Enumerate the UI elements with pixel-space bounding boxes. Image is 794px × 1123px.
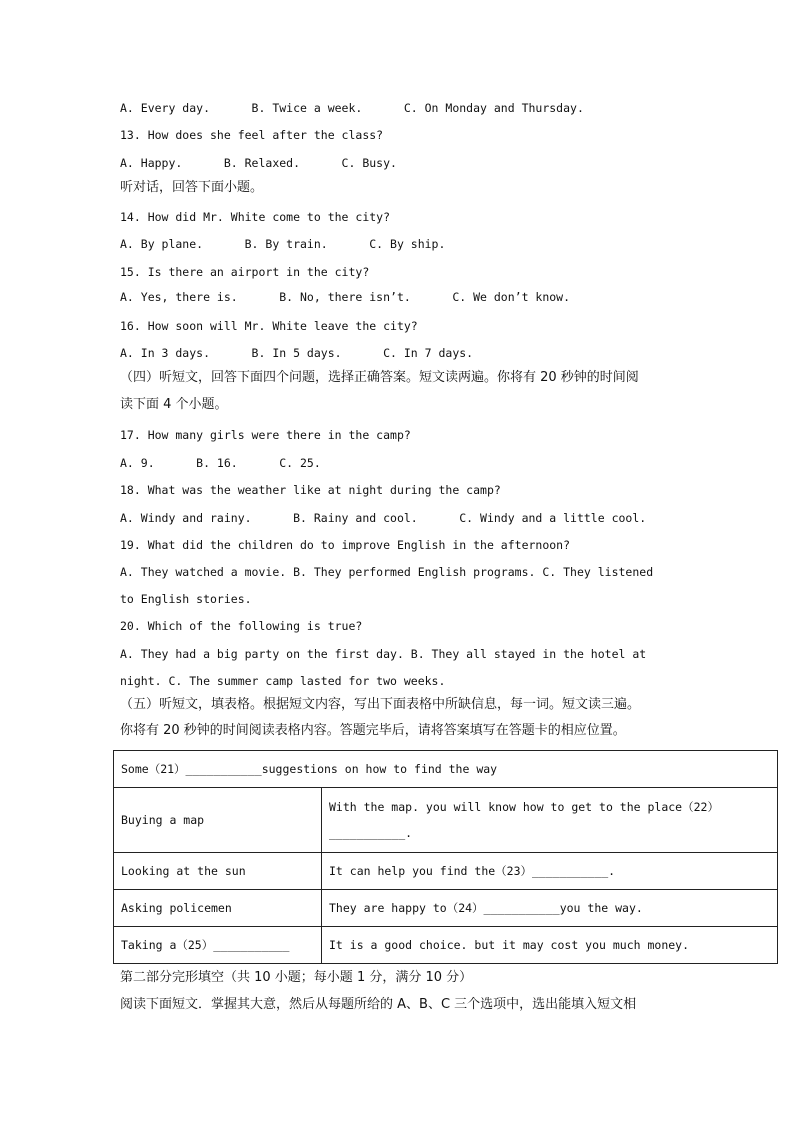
question-14-options: A. By plane. B. By train. C. By ship. (120, 237, 446, 251)
part-2-heading: 第二部分完形填空（共 10 小题；每小题 1 分，满分 10 分） (120, 970, 473, 985)
table-row (114, 927, 778, 964)
question-16-options: A. In 3 days. B. In 5 days. C. In 7 days. (120, 346, 474, 360)
table-cell-detail: It can help you find the（23）___________. (322, 853, 778, 890)
question-20-options: A. They had a big party on the first day. B. They all stayed in the hotel at (120, 647, 647, 661)
question-19-options: A. They watched a movie. B. They performed English programs. C. They listened (120, 565, 654, 579)
table-cell-detail-line: ___________. (329, 826, 413, 840)
question-19-options-cont: to English stories. (120, 592, 252, 606)
question-18: 18. What was the weather like at night during the camp? (120, 483, 501, 497)
question-13: 13. How does she feel after the class? (120, 128, 384, 142)
instruction-dialogue: 听对话，回答下面小题。 (120, 180, 264, 195)
table-cell-detail: They are happy to（24）___________you the way. (322, 890, 778, 927)
question-17-options: A. 9. B. 16. C. 25. (120, 456, 321, 470)
question-15-options: A. Yes, there is. B. No, there isn’t. C. We don’t know. (120, 290, 571, 304)
question-13-options: A. Happy. B. Relaxed. C. Busy. (120, 156, 397, 170)
table-row (114, 788, 778, 853)
part-2-instruction: 阅读下面短文．掌握其大意，然后从每题所给的 A、B、C 三个选项中，选出能填入短文相 (120, 997, 637, 1012)
table-row (114, 890, 778, 927)
table-cell-method: Asking policemen (114, 890, 322, 927)
table-cell-detail (322, 788, 778, 853)
table-row (114, 853, 778, 890)
table-cell-method: Buying a map (114, 788, 322, 853)
question-15: 15. Is there an airport in the city? (120, 265, 370, 279)
table-cell-method: Taking a（25）___________ (114, 927, 322, 964)
section-5-instruction-cont: 你将有 20 秒钟的时间阅读表格内容。答题完毕后，请将答案填写在答题卡的相应位置。 (120, 723, 626, 738)
table-cell-detail-line: With the map. you will know how to get to the place（22） (329, 800, 719, 814)
question-17: 17. How many girls were there in the camp? (120, 428, 411, 442)
question-19: 19. What did the children do to improve English in the afternoon? (120, 538, 571, 552)
fill-in-table (113, 750, 778, 964)
question-18-options: A. Windy and rainy. B. Rainy and cool. C. Windy and a little cool. (120, 511, 647, 525)
section-4-instruction: （四）听短文，回答下面四个问题，选择正确答案。短文读两遍。你将有 20 秒钟的时间阅 (120, 370, 639, 385)
section-5-instruction: （五）听短文，填表格。根据短文内容，写出下面表格中所缺信息，每一词。短文读三遍。 (120, 697, 641, 712)
question-14: 14. How did Mr. White come to the city? (120, 210, 391, 224)
table-header-row (114, 751, 778, 788)
table-header-cell: Some（21）___________suggestions on how to find the way (114, 751, 778, 788)
question-16: 16. How soon will Mr. White leave the city? (120, 319, 418, 333)
table-cell-detail: It is a good choice. but it may cost you much money. (322, 927, 778, 964)
text-line: A. Every day. B. Twice a week. C. On Monday and Thursday. (120, 101, 584, 115)
question-20: 20. Which of the following is true? (120, 619, 363, 633)
section-4-instruction-cont: 读下面 4 个小题。 (120, 397, 228, 412)
question-20-options-cont: night. C. The summer camp lasted for two weeks. (120, 674, 446, 688)
table-cell-method: Looking at the sun (114, 853, 322, 890)
